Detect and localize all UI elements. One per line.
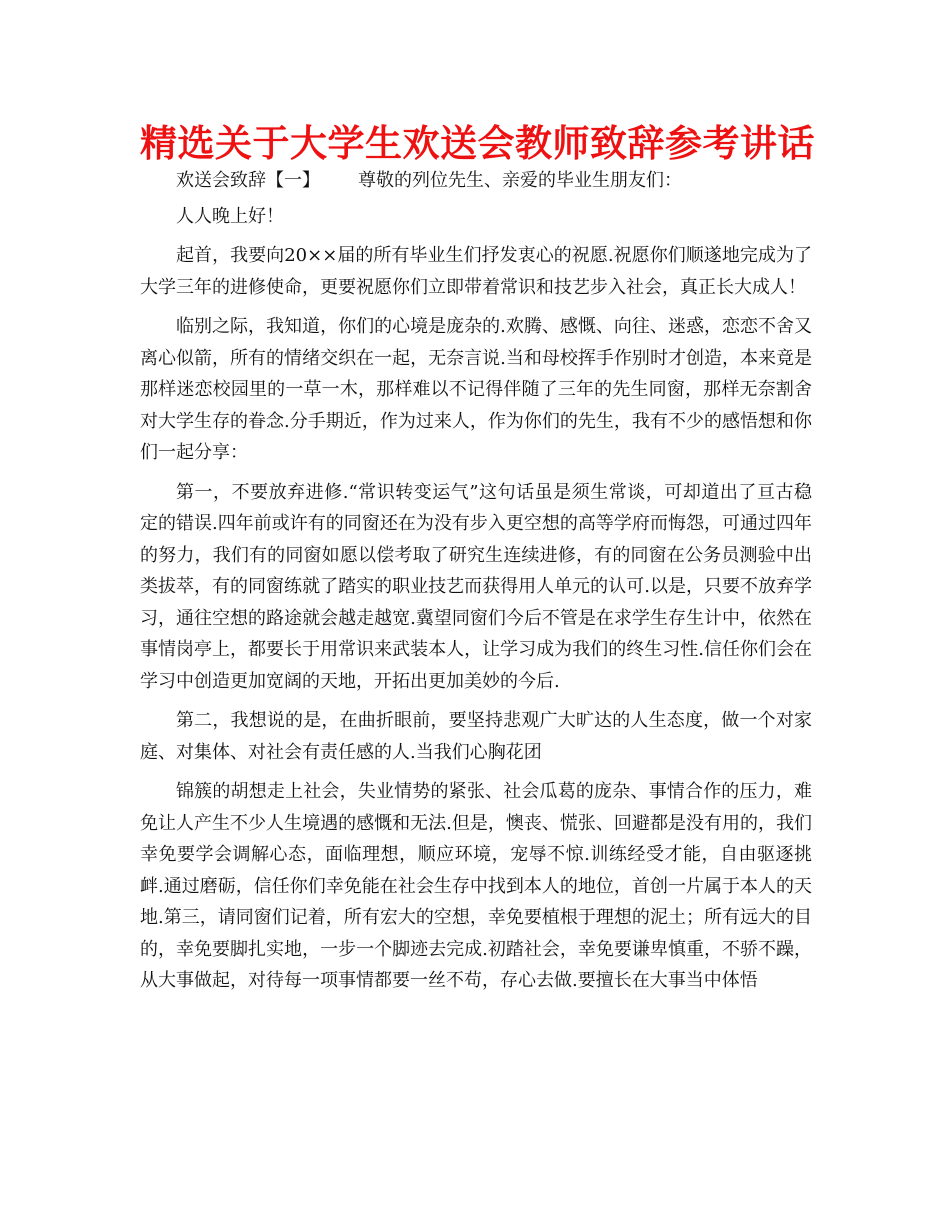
greeting-paragraph: 人人晚上好！: [176, 205, 284, 227]
document-body: [140, 165, 812, 997]
document-title: 精选关于大学生欢送会教师致辞参考讲话: [140, 122, 815, 165]
point-one-paragraph: 第一，不要放弃进修.“常识转变运气”这句话虽是须生常谈，可却道出了亘古稳定的错误.四年前或许有的同窗还在为没有步入更空想的高等学府而悔怨，可通过四年的努力，我们有的同窗如愿以偿考取了研究生连续进修，有的同窗在公务员测验中出类拔萃，有的同窗练就了踏实的职业技艺而获得用人单元的认可.以是，只要不放弃学习，通往空想的路途就会越走越宽.冀望同窗们今后不管是在求学生存生计中，依然在事情岗亭上，都要长于用常识来武装本人，让学习成为我们的终生习性.信任你们会在学习中创造更加宽阔的天地，开拓出更加美妙的今后.: [140, 481, 812, 692]
point-two-paragraph: 第二，我想说的是，在曲折眼前，要坚持悲观广大旷达的人生态度，做一个对家庭、对集体、对社会有责任感的人.当我们心胸花团: [140, 710, 812, 763]
section-label: 欢送会致辞【一】: [176, 170, 320, 191]
continued-paragraph: 锦簇的胡想走上社会，失业情势的紧张、社会瓜葛的庞杂、事情合作的压力，难免让人产生不少人生境遇的感慨和无法.但是，懊丧、慌张、回避都是没有用的，我们幸免要学会调解心态，面临理想，顺应环境，宠辱不惊.训练经受才能，自由驱逐挑衅.通过磨砺，信任你们幸免能在社会生存中找到本人的地位，首创一片属于本人的天地.第三，请同窗们记着，所有宏大的空想，幸免要植根于理想的泥土；所有远大的目的，幸免要脚扎实地，一步一个脚迹去完成.初踏社会，幸免要谦卑慎重，不骄不躁，从大事做起，对待每一项事情都要一丝不苟，存心去做.要擅长在大事当中体悟: [140, 781, 812, 991]
salutation-text: 尊敬的列位先生、亲爱的毕业生朋友们：: [358, 170, 682, 191]
parting-paragraph: 临别之际，我知道，你们的心境是庞杂的.欢腾、感慨、向往、迷惑，恋恋不舍又离心似箭，所有的情绪交织在一起，无奈言说.当和母校挥手作别时才创造，本来竟是那样迷恋校园里的一草一木，那样难以不记得伴随了三年的先生同窗，那样无奈割舍对大学生存的眷念.分手期近，作为过来人，作为你们的先生，我有不少的感悟想和你们一起分享：: [140, 316, 812, 463]
salutation-paragraph: [140, 165, 812, 197]
opening-paragraph: 起首，我要向20××届的所有毕业生们抒发衷心的祝愿.祝愿你们顺遂地完成为了大学三年的进修使命，更要祝愿你们立即带着常识和技艺步入社会，真正长大成人！: [140, 245, 812, 298]
